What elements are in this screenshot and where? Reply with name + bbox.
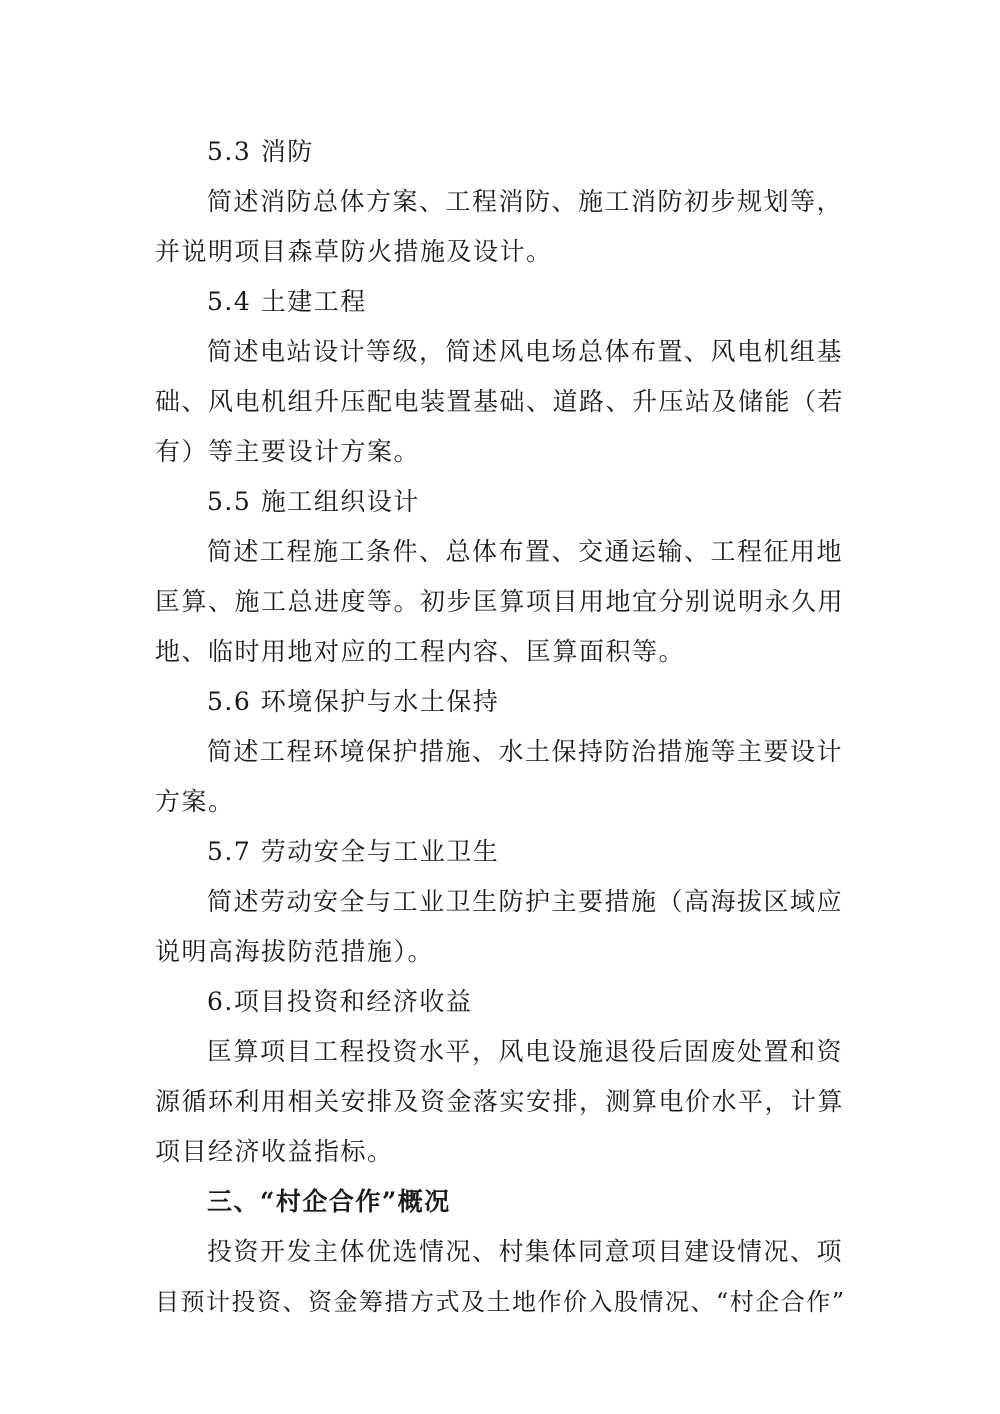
paragraph-line: 础、风电机组升压配电装置基础、道路、升压站及储能（若 bbox=[155, 387, 845, 416]
paragraph-line: 项目经济收益指标。 bbox=[155, 1137, 394, 1166]
paragraph-line: 简述工程环境保护措施、水土保持防治措施等主要设计 bbox=[207, 737, 844, 766]
paragraph-line: 简述工程施工条件、总体布置、交通运输、工程征用地 bbox=[207, 537, 844, 566]
paragraph-line: 简述劳动安全与工业卫生防护主要措施（高海拔区域应 bbox=[207, 887, 844, 916]
paragraph-line: 说明高海拔防范措施）。 bbox=[155, 937, 435, 966]
section-heading: 5.4 土建工程 bbox=[207, 287, 367, 316]
paragraph-line: 方案。 bbox=[155, 787, 235, 816]
section-heading: 5.6 环境保护与水土保持 bbox=[207, 687, 500, 716]
paragraph-line: 地、临时用地对应的工程内容、匡算面积等。 bbox=[155, 637, 686, 666]
paragraph-line: 匡算、施工总进度等。初步匡算项目用地宜分别说明永久用 bbox=[155, 587, 845, 616]
paragraph-line: 简述电站设计等级，简述风电场总体布置、风电机组基 bbox=[207, 337, 844, 366]
paragraph-line: 有）等主要设计方案。 bbox=[155, 437, 421, 466]
chapter-heading: 三、“村企合作”概况 bbox=[207, 1187, 451, 1216]
paragraph-line: 并说明项目森草防火措施及设计。 bbox=[155, 237, 553, 266]
paragraph-line: 源循环利用相关安排及资金落实安排，测算电价水平，计算 bbox=[155, 1087, 845, 1116]
document-page bbox=[155, 127, 855, 1327]
paragraph-line: 简述消防总体方案、工程消防、施工消防初步规划等， bbox=[207, 187, 844, 216]
paragraph-line: 目预计投资、资金筹措方式及土地作价入股情况、“村企合作” bbox=[155, 1288, 846, 1316]
paragraph-line: 匡算项目工程投资水平，风电设施退役后固废处置和资 bbox=[207, 1037, 844, 1066]
section-heading: 5.7 劳动安全与工业卫生 bbox=[207, 837, 500, 866]
section-heading: 5.3 消防 bbox=[207, 137, 314, 166]
section-heading: 5.5 施工组织设计 bbox=[207, 487, 420, 516]
paragraph-line: 投资开发主体优选情况、村集体同意项目建设情况、项 bbox=[207, 1237, 844, 1266]
section-heading: 6.项目投资和经济收益 bbox=[207, 987, 473, 1016]
